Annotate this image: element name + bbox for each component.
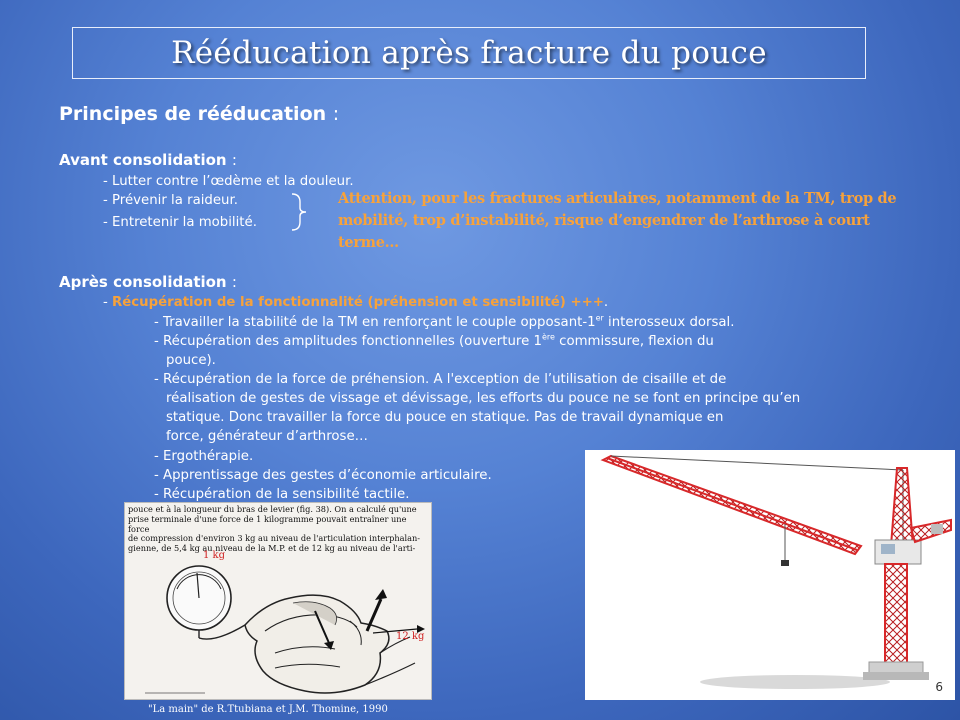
avant-item-3: - Entretenir la mobilité. (103, 215, 257, 230)
apres-item-force-1: - Récupération de la force de préhension. A l'exception de l’utilisation de cisaille et de (154, 372, 727, 387)
avant-heading (59, 151, 237, 169)
crane-icon (585, 450, 955, 700)
apres-label: Après consolidation (59, 273, 227, 291)
apres-main-prefix: - (103, 295, 113, 310)
avant-label: Avant consolidation (59, 151, 227, 169)
apres-item-stabilite (154, 313, 734, 332)
item1-sup: er (595, 313, 604, 323)
item1-text-a: - Travailler la stabilité de la TM en renforçant le couple opposant-1 (154, 315, 596, 330)
apres-item-force-3: statique. Donc travailler la force du pouce en statique. Pas de travail dynamique en (166, 410, 724, 425)
principes-label: Principes de rééducation (59, 103, 327, 125)
item2-sup: ère (541, 332, 555, 342)
apres-item-amplitudes-cont: pouce). (166, 353, 216, 368)
apres-item-amplitudes (154, 332, 714, 351)
apres-item-force-2: réalisation de gestes de vissage et dévissage, les efforts du pouce ne se font en principe qu’en (166, 391, 801, 406)
principes-heading (59, 103, 339, 125)
apres-colon: : (231, 273, 237, 291)
apres-item-ergo: - Ergothérapie. (154, 449, 254, 464)
apres-item-sensibilite: - Récupération de la sensibilité tactile. (154, 487, 410, 502)
label-12kg: 12 kg (396, 631, 425, 642)
apres-item-force-4: force, générateur d’arthrose… (166, 429, 368, 444)
item1-text-b: interosseux dorsal. (603, 315, 735, 330)
apres-main-item (103, 293, 608, 312)
apres-main-highlight: Récupération de la fonctionnalité (préhension et sensibilité) +++ (112, 295, 604, 310)
principes-colon: : (332, 103, 340, 125)
apres-item-economie: - Apprentissage des gestes d’économie articulaire. (154, 468, 492, 483)
apres-heading (59, 273, 237, 291)
figure-text-line: pouce et à la longueur du bras de levier (fig. 38). On a calculé qu'une (128, 504, 417, 514)
hand-drawing-icon (125, 503, 431, 699)
figure-text-line: gienne, de 5,4 kg au niveau de la M.P. et de 12 kg au niveau de l'arti- (128, 543, 416, 554)
page-number: 6 (935, 680, 943, 694)
apres-main-suffix: . (603, 295, 609, 310)
slide-title: Rééducation après fracture du pouce (171, 35, 767, 71)
avant-item-1: - Lutter contre l’œdème et la douleur. (103, 174, 354, 189)
arthrose-warning: Attention, pour les fractures articulaires, notamment de la TM, trop de mobilité, trop d’instabilité, risque d’engendrer de l’arthrose à court terme… (338, 190, 897, 251)
figure-text-line: prise terminale d'une force de 1 kilogramme pouvait entraîner une force (128, 513, 407, 534)
figure-text-line: de compression d'environ 3 kg au niveau de l'articulation interphalan- (128, 533, 421, 544)
hand-figure (124, 502, 432, 700)
label-1kg: 1 kg (203, 550, 226, 561)
figure-caption: "La main" de R.Ttubiana et J.M. Thomine, 1990 (148, 704, 388, 715)
avant-item-2: - Prévenir la raideur. (103, 193, 238, 208)
item2-text-a: - Récupération des amplitudes fonctionnelles (ouverture 1 (154, 334, 542, 349)
item2-text-b: commissure, flexion du (554, 334, 714, 349)
brace-icon (288, 192, 308, 232)
avant-colon: : (231, 151, 237, 169)
title-box (72, 27, 866, 79)
crane-figure (585, 450, 955, 700)
